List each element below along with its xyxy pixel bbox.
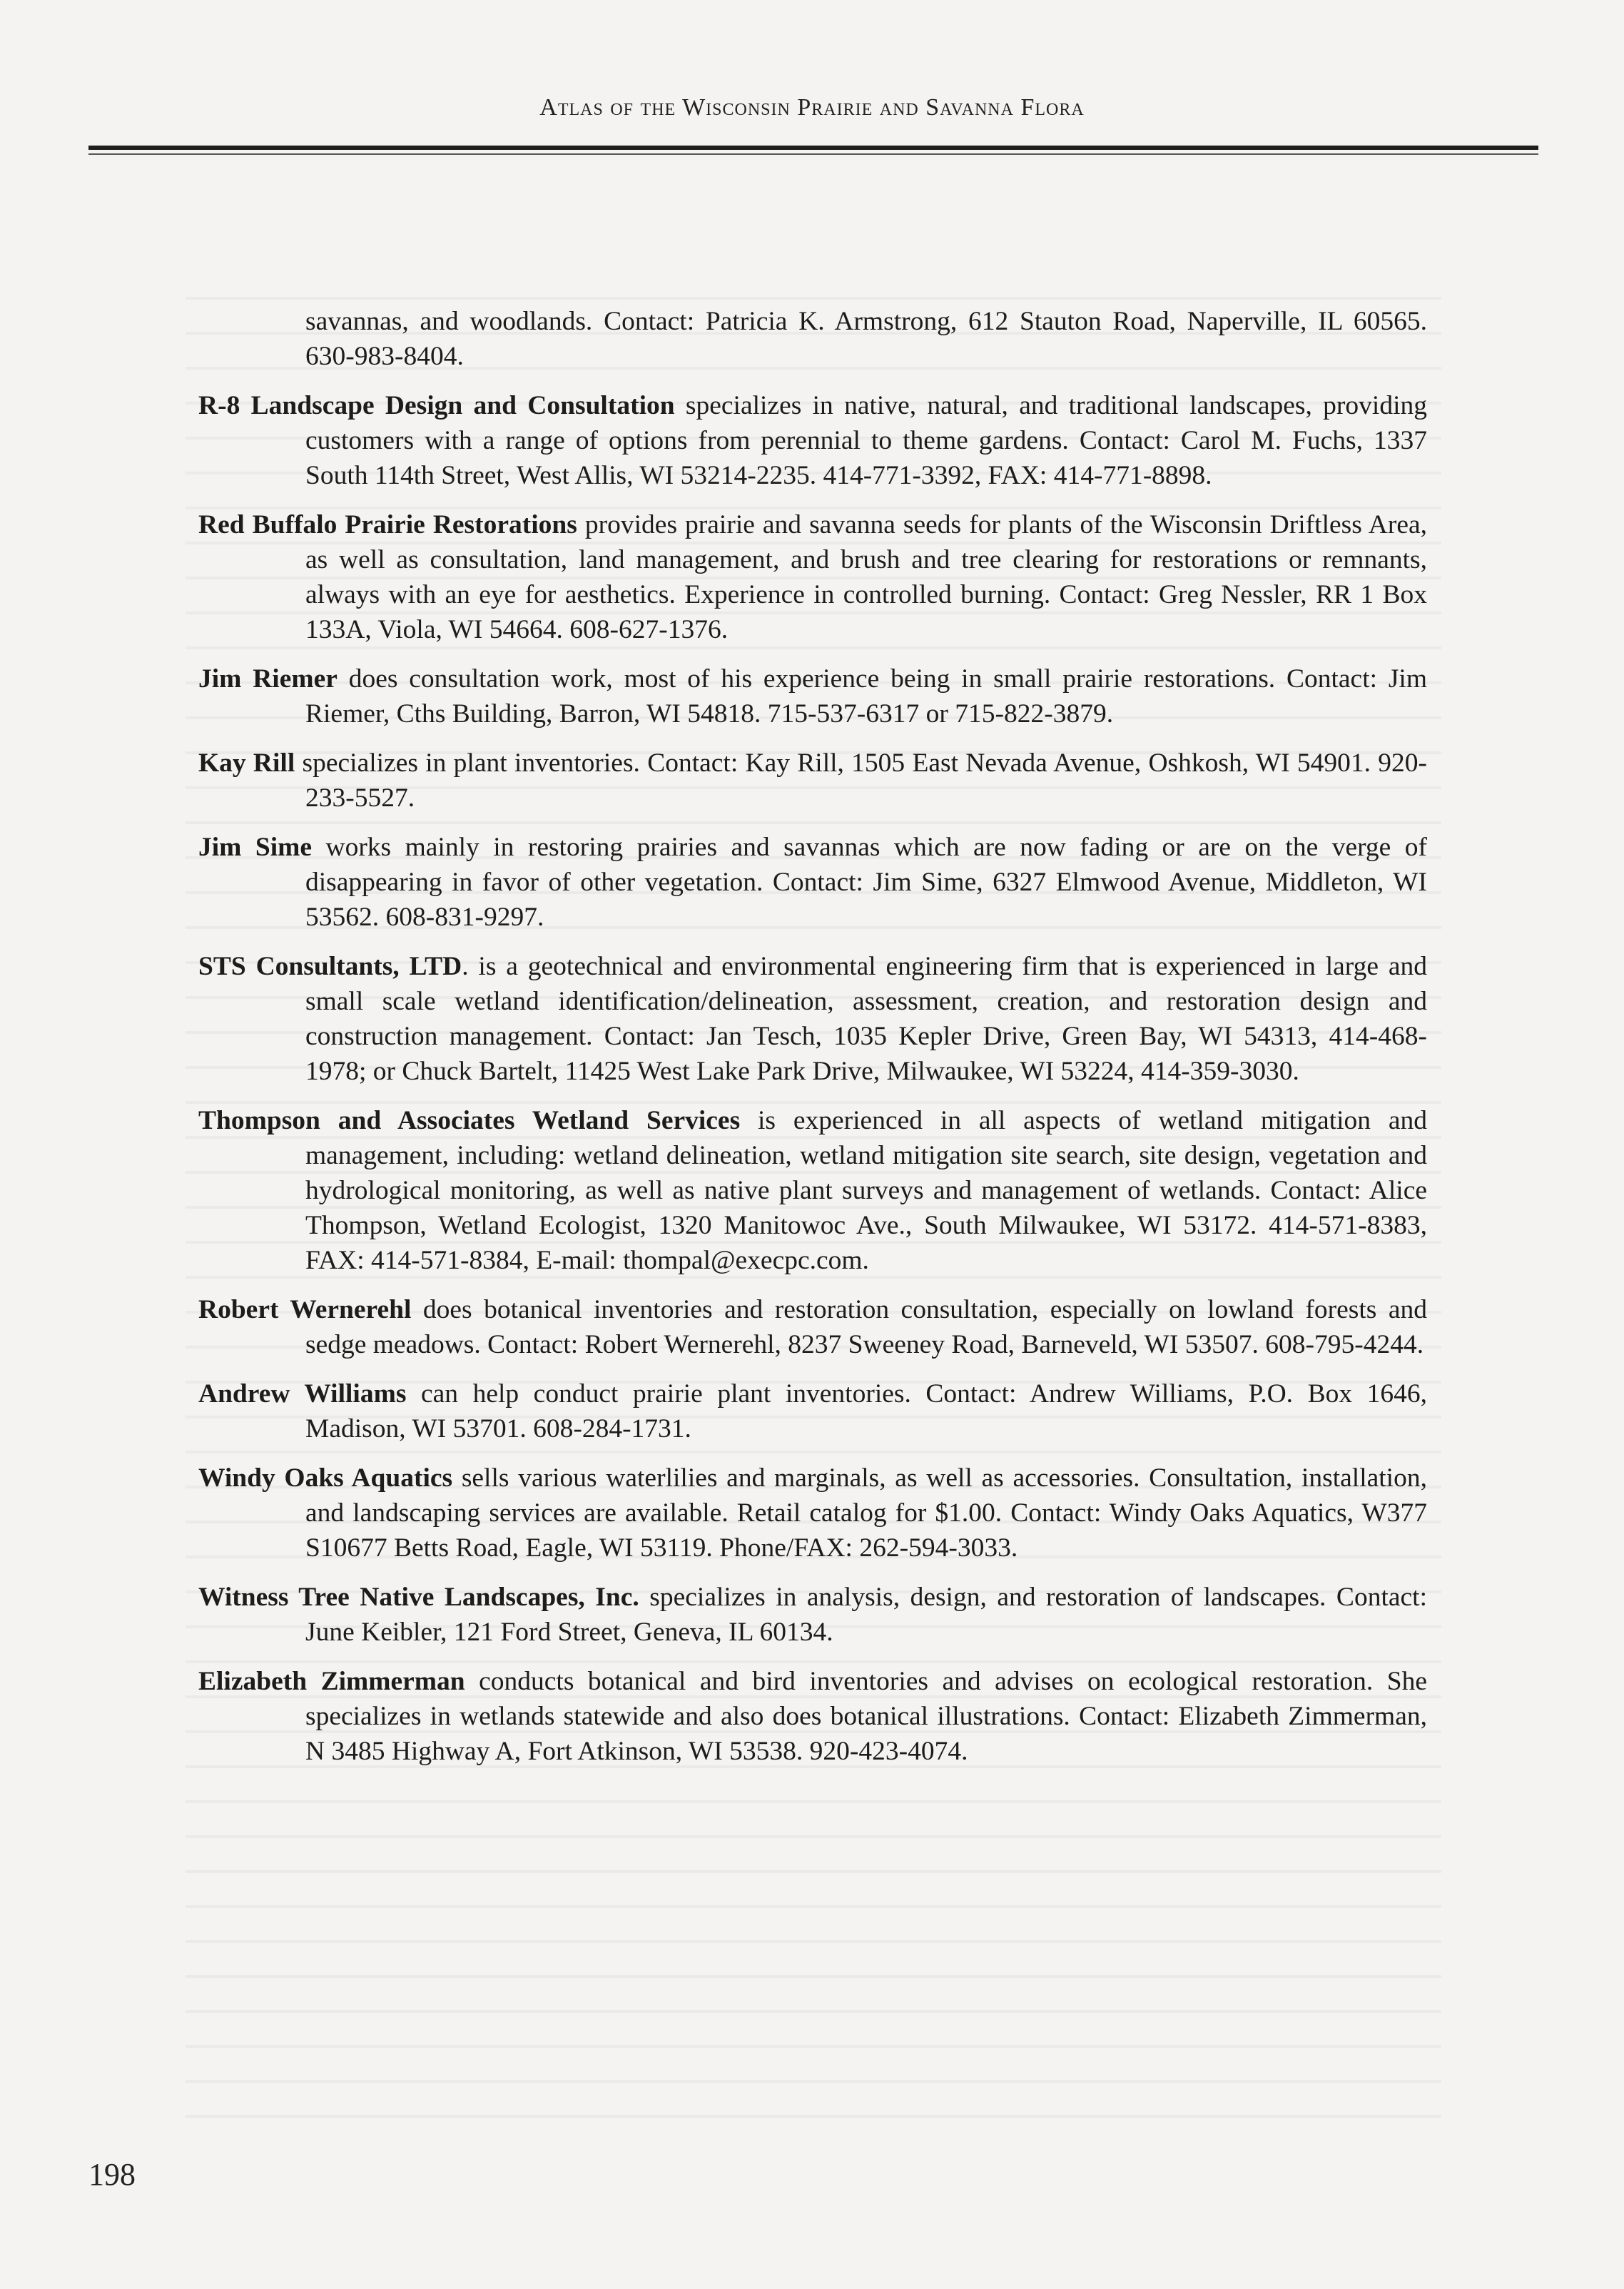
directory-entry [198, 1103, 1427, 1278]
directory-entry [198, 1461, 1427, 1565]
header-rule-thin [88, 153, 1538, 155]
entry-name: Thompson and Associates Wetland Services [198, 1106, 741, 1135]
directory-entry [198, 949, 1427, 1089]
directory-entry [198, 830, 1427, 935]
directory-entry [198, 1580, 1427, 1650]
entry-description: provides prairie and savanna seeds for plants of the Wisconsin Driftless Area, as well as consultation, land management, and brush and tree clearing for restorations or remnants, always with an eye for aesthetics. Experience in controlled burning. Contact: Greg Nessler, RR 1 Box 133A, Viola, WI 54664. 608-627-1376. [305, 510, 1427, 644]
directory-entry [198, 1376, 1427, 1446]
directory-entry [198, 746, 1427, 816]
directory-entry [198, 507, 1427, 647]
page-number: 198 [88, 2157, 136, 2192]
entry-name: Windy Oaks Aquatics [198, 1463, 453, 1493]
entry-description: is experienced in all aspects of wetland mitigation and management, including: wetland delineation, wetland mitigation site search, site design, vegetation and hydrological monitoring, as well as native plant surveys and management of wetlands. Contact: Alice Thompson, Wetland Ecologist, 1320 Manitowoc Ave., South Milwaukee, WI 53172. 414-571-8383, FAX: 414-571-8384, E-mail: thompal@execpc.com. [305, 1106, 1428, 1275]
entry-description: can help conduct prairie plant inventories. Contact: Andrew Williams, P.O. Box 1646, Madison, WI 53701. 608-284-1731. [305, 1379, 1428, 1443]
entry-name: Kay Rill [198, 748, 295, 778]
entry-name: Jim Riemer [198, 664, 338, 694]
entry-description: specializes in plant inventories. Contact: Kay Rill, 1505 East Nevada Avenue, Oshkosh, WI 54901. 920-233-5527. [295, 748, 1427, 813]
entry-description: does botanical inventories and restoration consultation, especially on lowland forests and sedge meadows. Contact: Robert Wernerehl, 8237 Sweeney Road, Barneveld, WI 53507. 608-795-4244. [305, 1295, 1427, 1359]
directory-entry [198, 1292, 1427, 1362]
header-rule-thick [88, 146, 1538, 150]
running-head-title: Atlas of the Wisconsin Prairie and Savanna Flora [539, 94, 1085, 121]
entry-description: sells various waterlilies and marginals, as well as accessories. Consultation, installation, and landscaping services are available. Retail catalog for $1.00. Contact: Windy Oaks Aquatics, W377 S10677 Betts Road, Eagle, WI 53119. Phone/FAX: 262-594-3033. [305, 1463, 1427, 1563]
entry-description: specializes in native, natural, and traditional landscapes, providing customers with a range of options from perennial to theme gardens. Contact: Carol M. Fuchs, 1337 South 114th Street, West Allis, WI 53214-2235. 414-771-3392, FAX: 414-771-8898. [305, 391, 1427, 490]
entry-description: specializes in analysis, design, and restoration of landscapes. Contact: June Keibler, 121 Ford Street, Geneva, IL 60134. [305, 1583, 1427, 1647]
continued-entry-text: savannas, and woodlands. Contact: Patricia K. Armstrong, 612 Stauton Road, Naperville, IL 60565. 630-983-8404. [305, 307, 1427, 371]
entry-name: Red Buffalo Prairie Restorations [198, 510, 577, 539]
directory-entry [198, 1664, 1427, 1769]
entry-name: Jim Sime [198, 833, 313, 862]
entry-name: Witness Tree Native Landscapes, Inc. [198, 1583, 639, 1612]
directory-listing [198, 304, 1427, 1783]
entry-name: Elizabeth Zimmerman [198, 1667, 465, 1696]
directory-entry [198, 388, 1427, 493]
entry-name: STS Consultants, LTD [198, 952, 462, 981]
entry-description: . is a geotechnical and environmental engineering firm that is experienced in large and small scale wetland identification/delineation, assessment, creation, and restoration design and construction management. Contact: Jan Tesch, 1035 Kepler Drive, Green Bay, WI 54313, 414-468-1978; or Chuck Bartelt, 11425 West Lake Park Drive, Milwaukee, WI 53224, 414-359-3030. [305, 952, 1427, 1086]
entry-name: Robert Wernerehl [198, 1295, 412, 1324]
entry-description: works mainly in restoring prairies and savannas which are now fading or are on the verge of disappearing in favor of other vegetation. Contact: Jim Sime, 6327 Elmwood Avenue, Middleton, WI 53562. 608-831-9297. [305, 833, 1427, 932]
entry-description: does consultation work, most of his experience being in small prairie restorations. Contact: Jim Riemer, Cths Building, Barron, WI 54818. 715-537-6317 or 715-822-3879. [305, 664, 1428, 729]
entry-description: conducts botanical and bird inventories and advises on ecological restoration. She specializes in wetlands statewide and also does botanical illustrations. Contact: Elizabeth Zimmerman, N 3485 Highway A, Fort Atkinson, WI 53538. 920-423-4074. [305, 1667, 1427, 1766]
directory-entry [198, 661, 1427, 731]
entry-name: Andrew Williams [198, 1379, 407, 1409]
entry-name: R-8 Landscape Design and Consultation [198, 391, 675, 420]
